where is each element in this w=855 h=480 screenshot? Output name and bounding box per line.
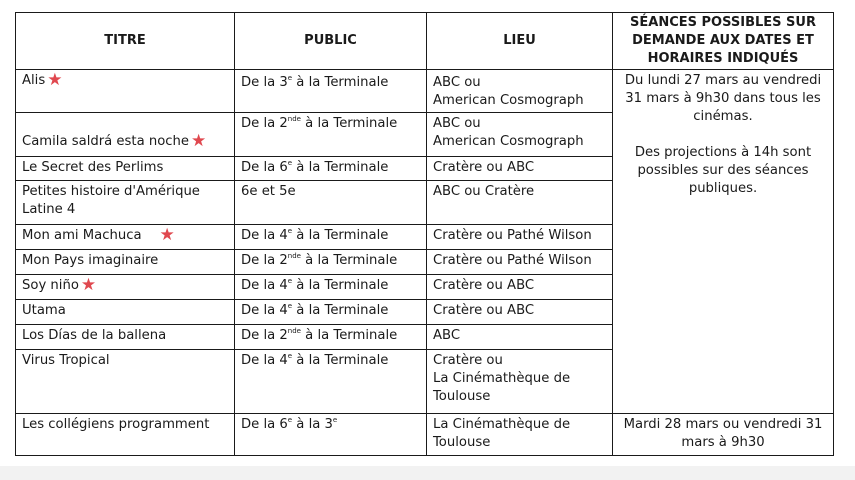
public-text: De la 2: [241, 253, 288, 268]
public-text: à la 3: [292, 417, 333, 432]
header-seances: [613, 13, 834, 70]
star-icon: ★: [80, 275, 97, 295]
public-text: à la Terminale: [292, 75, 389, 90]
film-title: Les collégiens programment: [16, 414, 235, 456]
public-cell: [235, 275, 427, 300]
public-text: à la Terminale: [300, 328, 398, 343]
note-line: Mardi 28 mars ou vendredi 31: [623, 417, 823, 432]
header-public: PUBLIC: [235, 13, 427, 70]
note-line: 31 mars à 9h30 dans tous les: [625, 91, 821, 106]
public-cell: [235, 350, 427, 414]
lieu-line: Toulouse: [433, 389, 491, 404]
film-title: Mon Pays imaginaire: [16, 250, 235, 275]
public-text: De la 2: [241, 116, 288, 131]
public-text: De la 4: [241, 353, 288, 368]
public-text: à la Terminale: [300, 116, 398, 131]
public-text: à la Terminale: [292, 353, 389, 368]
lieu-line: La Cinémathèque de: [433, 371, 571, 386]
lieu-line: American Cosmograph: [433, 134, 584, 149]
public-text: à la Terminale: [292, 278, 389, 293]
header-titre: TITRE: [16, 13, 235, 70]
film-title-text: Mon ami Machuca: [22, 228, 142, 243]
public-sup: nde: [287, 327, 301, 335]
public-text: à la Terminale: [292, 303, 389, 318]
lieu-line: ABC ou: [433, 116, 481, 131]
lieu-cell: [427, 70, 613, 113]
lieu-cell: [427, 350, 613, 414]
film-title: [16, 113, 235, 157]
film-title: Petites histoire d'Amérique Latine 4: [16, 181, 235, 225]
seances-note-last: [613, 414, 834, 456]
film-title: [16, 225, 235, 250]
public-sup: e: [287, 159, 293, 167]
header-seances-line: DEMANDE AUX DATES ET: [632, 33, 814, 48]
note-line: publiques.: [688, 181, 758, 196]
public-text: De la 2: [241, 328, 288, 343]
public-cell: 6e et 5e: [235, 181, 427, 225]
public-sup: e: [287, 352, 293, 360]
public-sup: e: [287, 277, 293, 285]
public-cell: [235, 250, 427, 275]
public-sup: nde: [287, 252, 301, 260]
lieu-cell: Cratère ou ABC: [427, 157, 613, 181]
lieu-line: American Cosmograph: [433, 93, 584, 108]
public-sup: e: [287, 74, 293, 82]
note-line: mars à 9h30: [681, 435, 765, 450]
lieu-cell: [427, 414, 613, 456]
public-text: De la 4: [241, 303, 288, 318]
public-text: De la 6: [241, 160, 288, 175]
film-title: [16, 70, 235, 113]
film-title: Le Secret des Perlims: [16, 157, 235, 181]
public-cell: [235, 414, 427, 456]
public-sup: nde: [287, 115, 301, 123]
note-spacer: [619, 126, 827, 144]
lieu-cell: Cratère ou ABC: [427, 275, 613, 300]
lieu-line: La Cinémathèque de: [433, 417, 571, 432]
public-text: à la Terminale: [292, 160, 389, 175]
screenings-table: [15, 12, 834, 456]
lieu-cell: Cratère ou Pathé Wilson: [427, 225, 613, 250]
page-bottom-band: [0, 466, 855, 480]
public-sup: e: [287, 302, 293, 310]
note-line: Des projections à 14h sont: [634, 145, 812, 160]
public-cell: [235, 225, 427, 250]
public-text: De la 4: [241, 228, 288, 243]
public-cell: [235, 325, 427, 350]
public-text: De la 6: [241, 417, 288, 432]
public-cell: [235, 157, 427, 181]
table-row: [16, 414, 834, 456]
lieu-line: Toulouse: [433, 435, 491, 450]
film-title: [16, 275, 235, 300]
note-line: cinémas.: [693, 109, 753, 124]
lieu-line: Cratère ou: [433, 353, 503, 368]
public-sup: e: [332, 416, 338, 424]
header-seances-line: HORAIRES INDIQUÉS: [647, 51, 799, 66]
header-lieu: LIEU: [427, 13, 613, 70]
public-cell: [235, 70, 427, 113]
lieu-cell: [427, 113, 613, 157]
header-row: [16, 13, 834, 70]
public-text: à la Terminale: [292, 228, 389, 243]
public-text: à la Terminale: [300, 253, 398, 268]
lieu-cell: ABC: [427, 325, 613, 350]
header-seances-line: SÉANCES POSSIBLES SUR: [630, 15, 816, 30]
lieu-cell: ABC ou Cratère: [427, 181, 613, 225]
lieu-line: ABC ou: [433, 75, 481, 90]
public-text: De la 3: [241, 75, 288, 90]
film-title-text: Alis: [22, 73, 46, 88]
public-sup: e: [287, 416, 293, 424]
film-title-text: Soy niño: [22, 278, 79, 293]
public-cell: [235, 300, 427, 325]
lieu-cell: Cratère ou ABC: [427, 300, 613, 325]
note-line: Du lundi 27 mars au vendredi: [624, 73, 822, 88]
film-title: Virus Tropical: [16, 350, 235, 414]
star-icon: ★: [191, 131, 207, 151]
star-icon: ★: [47, 70, 63, 90]
table-row: [16, 70, 834, 113]
public-cell: [235, 113, 427, 157]
seances-note-cell: [613, 70, 834, 414]
film-title-text: Camila saldrá esta noche: [22, 134, 189, 149]
public-text: De la 4: [241, 278, 288, 293]
star-icon: ★: [159, 225, 175, 245]
film-title: Utama: [16, 300, 235, 325]
lieu-cell: Cratère ou Pathé Wilson: [427, 250, 613, 275]
film-title: Los Días de la ballena: [16, 325, 235, 350]
public-sup: e: [287, 227, 293, 235]
note-line: possibles sur des séances: [637, 163, 809, 178]
